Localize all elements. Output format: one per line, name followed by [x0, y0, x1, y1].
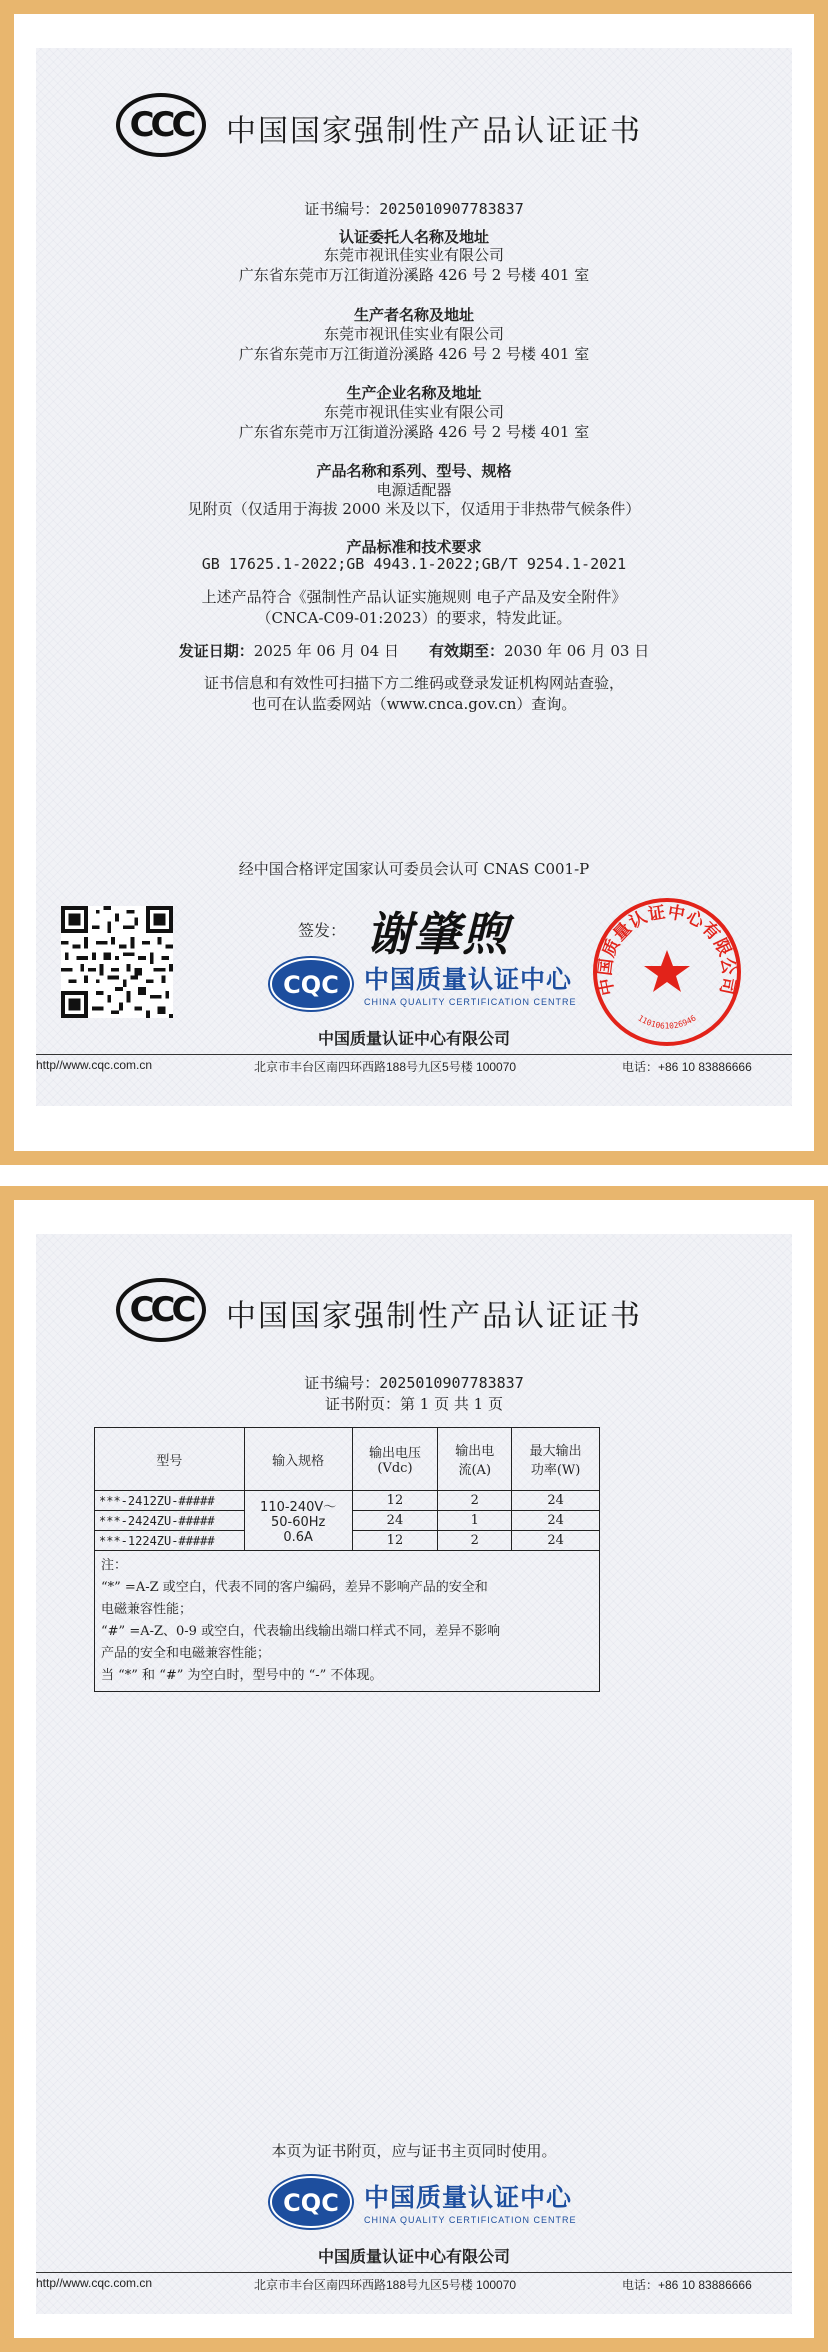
notes-cell	[95, 1551, 600, 1692]
footer-website[interactable]: http//www.cqc.com.cn	[36, 1058, 153, 1072]
manufacturer-heading: 生产者名称及地址	[353, 306, 474, 324]
cqc-logo-icon	[268, 2174, 354, 2230]
cqc-company-name: 中国质量认证中心有限公司	[317, 1029, 510, 1048]
page-margin	[14, 1200, 814, 2338]
validity-line-1: 证书信息和有效性可扫描下方二维码或登录发证机构网站查验，	[203, 674, 624, 692]
voltage-cell: 12	[352, 1531, 438, 1551]
factory-name: 东莞市视讯佳实业有限公司	[323, 403, 504, 421]
cqc-name-en: CHINA QUALITY CERTIFICATION CENTRE	[364, 997, 577, 1007]
current-cell: 1	[438, 1511, 512, 1531]
qr-code-icon[interactable]	[61, 906, 173, 1018]
header-current: 输出电 流(A)	[438, 1428, 512, 1491]
input-spec-cell	[244, 1491, 352, 1551]
cqc-name-cn: 中国质量认证中心	[364, 965, 573, 994]
annex-certificate-number: 证书编号：2025010907783837	[304, 1374, 524, 1392]
director-signature: 谢肇煦	[366, 907, 510, 961]
note-line: 电磁兼容性能；	[101, 1602, 193, 1617]
product-model: 见附页（仅适用于海拔 2000 米及以下，仅适用于非热带气候条件）	[187, 500, 641, 518]
note-line: “*” =A-Z 或空白，代表不同的客户编码，差异不影响产品的安全和	[101, 1580, 488, 1595]
standards-heading: 产品标准和技术要求	[346, 538, 482, 556]
manufacturer-name: 东莞市视讯佳实业有限公司	[323, 325, 504, 343]
footer-website[interactable]: http//www.cqc.com.cn	[36, 2276, 153, 2290]
svg-text:中国质量认证中心有限公司: 中国质量认证中心有限公司	[595, 902, 739, 997]
model-cell: ***-2424ZU-#####	[95, 1511, 245, 1531]
ccc-mark-icon: CCC	[116, 93, 206, 157]
validity-line-2: 也可在认监委网站（www.cnca.gov.cn）查询。	[251, 695, 577, 713]
signature-label: 签发：	[298, 921, 347, 940]
page-margin	[14, 14, 814, 1151]
voltage-cell: 24	[352, 1511, 438, 1531]
expiry-date-label: 有效期至：	[429, 642, 505, 660]
cqc-company-name: 中国质量认证中心有限公司	[317, 2247, 510, 2266]
annex-paper	[36, 1234, 792, 2314]
accreditation-statement: 经中国合格评定国家认可委员会认可 CNAS C001-P	[238, 860, 590, 878]
note-line: “#” =A-Z、0-9 或空白，代表输出线输出端口样式不同，差异不影响	[101, 1624, 501, 1639]
annex-page-frame	[0, 1186, 828, 2352]
cqc-name-cn: 中国质量认证中心	[364, 2183, 573, 2212]
conformity-line-2: （CNCA-C09-01:2023）的要求，特发此证。	[256, 609, 572, 627]
note-line: 注：	[101, 1558, 128, 1573]
applicant-address: 广东省东莞市万江街道汾溪路 426 号 2 号楼 401 室	[238, 266, 590, 284]
header-model: 型号	[95, 1428, 245, 1491]
model-cell: ***-1224ZU-#####	[95, 1531, 245, 1551]
factory-address: 广东省东莞市万江街道汾溪路 426 号 2 号楼 401 室	[238, 423, 590, 441]
table-header-row	[95, 1428, 600, 1491]
issue-date-label: 发证日期：	[178, 642, 254, 660]
official-seal-stamp	[591, 896, 743, 1048]
note-line: 当 “*” 和 “#” 为空白时，型号中的 “-” 不体现。	[101, 1668, 383, 1683]
cqc-name-en: CHINA QUALITY CERTIFICATION CENTRE	[364, 2215, 577, 2225]
product-name: 电源适配器	[376, 481, 452, 499]
annex-statement: 本页为证书附页，应与证书主页同时使用。	[271, 2142, 557, 2160]
applicant-name: 东莞市视讯佳实业有限公司	[323, 246, 504, 264]
certificate-page-frame	[0, 0, 828, 1165]
svg-text:1101061026946: 1101061026946	[636, 1013, 698, 1031]
ccc-mark-icon: CCC	[116, 1278, 206, 1342]
product-heading: 产品名称和系列、型号、规格	[316, 462, 512, 480]
footer-phone: 电话：+86 10 83886666	[622, 2278, 752, 2292]
header-voltage: 输出电压 (Vdc)	[352, 1428, 438, 1491]
current-cell: 2	[438, 1491, 512, 1511]
table-notes-row	[95, 1551, 600, 1692]
power-cell: 24	[512, 1531, 600, 1551]
footer-phone: 电话：+86 10 83886666	[622, 1060, 752, 1074]
issue-date: 2025 年 06 月 04 日	[253, 642, 399, 660]
note-line: 产品的安全和电磁兼容性能；	[101, 1646, 271, 1661]
svg-text:CQC: CQC	[283, 2189, 339, 2217]
annex-title: 中国国家强制性产品认证证书	[226, 1299, 642, 1334]
footer-divider	[36, 2272, 792, 2273]
dates-row	[36, 640, 792, 661]
power-cell: 24	[512, 1491, 600, 1511]
header-input: 输入规格	[244, 1428, 352, 1491]
header-power: 最大输出 功率(W)	[512, 1428, 600, 1491]
model-cell: ***-2412ZU-#####	[95, 1491, 245, 1511]
svg-text:CQC: CQC	[283, 971, 339, 999]
applicant-heading: 认证委托人名称及地址	[338, 228, 489, 246]
table-row	[95, 1491, 600, 1511]
certificate-number: 证书编号：2025010907783837	[304, 200, 524, 218]
standards-list: GB 17625.1-2022;GB 4943.1-2022;GB/T 9254.1-2021	[201, 555, 627, 573]
cqc-logo-icon	[268, 956, 354, 1012]
conformity-line-1: 上述产品符合《强制性产品认证实施规则 电子产品及安全附件》	[201, 588, 627, 606]
model-spec-table	[94, 1427, 600, 1692]
current-cell: 2	[438, 1531, 512, 1551]
manufacturer-address: 广东省东莞市万江街道汾溪路 426 号 2 号楼 401 室	[238, 345, 590, 363]
factory-heading: 生产企业名称及地址	[346, 384, 482, 402]
certificate-title: 中国国家强制性产品认证证书	[226, 114, 642, 149]
certificate-paper	[36, 48, 792, 1106]
voltage-cell: 12	[352, 1491, 438, 1511]
input-spec-voltage: 110-240V～	[260, 1500, 337, 1515]
input-spec-current: 0.6A	[283, 1530, 313, 1545]
annex-page-indicator: 证书附页：第 1 页 共 1 页	[325, 1395, 503, 1413]
input-spec-frequency: 50-60Hz	[270, 1515, 326, 1530]
expiry-date: 2030 年 06 月 03 日	[504, 642, 650, 660]
footer-divider	[36, 1054, 792, 1055]
footer-address: 北京市丰台区南四环西路188号九区5号楼 100070	[254, 1060, 517, 1074]
footer-address: 北京市丰台区南四环西路188号九区5号楼 100070	[254, 2278, 517, 2292]
power-cell: 24	[512, 1511, 600, 1531]
